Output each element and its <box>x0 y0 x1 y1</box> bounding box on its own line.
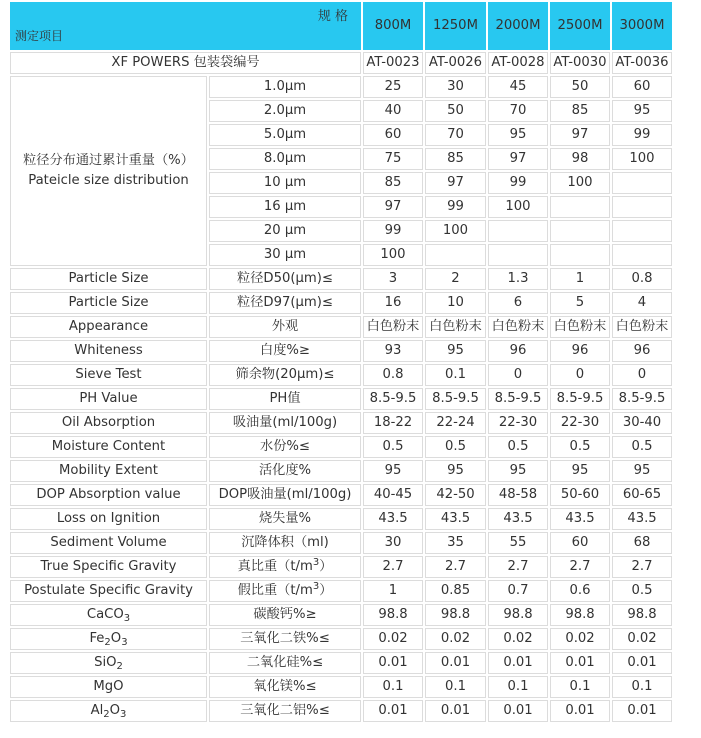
property-value: 白色粉末 <box>425 316 486 338</box>
property-value: 白色粉末 <box>550 316 610 338</box>
property-cn-text: 二氧化硅%≤ <box>246 655 324 670</box>
property-value: 0.1 <box>425 676 486 698</box>
distribution-value <box>612 244 672 266</box>
property-cn-text: 外观 <box>271 319 299 334</box>
property-value: 0.1 <box>550 676 610 698</box>
property-row <box>10 364 672 386</box>
property-name-text: Particle Size <box>68 271 149 286</box>
property-cn <box>209 460 361 482</box>
property-row <box>10 412 672 434</box>
property-name <box>10 676 207 698</box>
property-cn <box>209 340 361 362</box>
property-value: 6 <box>488 292 548 314</box>
distribution-value: 100 <box>488 196 548 218</box>
property-name-text: Loss on Ignition <box>56 511 161 526</box>
distribution-value: 95 <box>488 124 548 146</box>
property-cn-text: 三氧化二铝%≤ <box>240 703 330 718</box>
property-cn <box>209 388 361 410</box>
distribution-value: 98 <box>550 148 610 170</box>
property-value: 30-40 <box>612 412 672 434</box>
property-row <box>10 484 672 506</box>
item-label: 测定项目 <box>15 29 64 43</box>
property-name-text: CaCO <box>86 607 124 622</box>
property-value: 95 <box>425 460 486 482</box>
property-row <box>10 388 672 410</box>
property-cn <box>209 556 361 578</box>
distribution-value: 97 <box>363 196 423 218</box>
property-row <box>10 628 672 650</box>
property-name <box>10 388 207 410</box>
property-value: 35 <box>425 532 486 554</box>
property-name-sub: 2 <box>104 637 111 648</box>
property-name-text: Sieve Test <box>75 367 142 382</box>
distribution-value <box>425 244 486 266</box>
property-value: 95 <box>550 460 610 482</box>
code-cell: AT-0023 <box>363 52 423 74</box>
property-cn <box>209 412 361 434</box>
grade-header: 2000M <box>488 2 548 50</box>
distribution-value <box>612 172 672 194</box>
property-name-sub: 3 <box>120 709 127 720</box>
property-name-text: Postulate Specific Gravity <box>24 583 193 598</box>
distribution-value: 85 <box>550 100 610 122</box>
property-cn-text: 假比重（t/m <box>237 583 313 598</box>
distribution-size: 10 μm <box>209 172 361 194</box>
distribution-value: 75 <box>363 148 423 170</box>
property-cn <box>209 676 361 698</box>
property-row <box>10 700 672 722</box>
property-value: 50-60 <box>550 484 610 506</box>
distribution-value: 50 <box>550 76 610 98</box>
distribution-value <box>550 220 610 242</box>
property-value: 98.8 <box>550 604 610 626</box>
property-name-text: O <box>109 703 121 718</box>
property-value: 4 <box>612 292 672 314</box>
property-name <box>10 292 207 314</box>
property-name <box>10 316 207 338</box>
distribution-value: 45 <box>488 76 548 98</box>
property-value: 0.7 <box>488 580 548 602</box>
property-value: 98.8 <box>425 604 486 626</box>
property-cn <box>209 436 361 458</box>
property-value: 55 <box>488 532 548 554</box>
property-value: 42-50 <box>425 484 486 506</box>
property-row <box>10 460 672 482</box>
distribution-value: 70 <box>488 100 548 122</box>
property-value: 43.5 <box>612 508 672 530</box>
distribution-size: 1.0μm <box>209 76 361 98</box>
property-value: 0.5 <box>363 436 423 458</box>
distribution-value: 97 <box>488 148 548 170</box>
property-cn-sup: 3 <box>312 557 320 568</box>
property-cn-text: 真比重（t/m <box>237 559 313 574</box>
property-name <box>10 484 207 506</box>
distribution-size: 30 μm <box>209 244 361 266</box>
property-name <box>10 556 207 578</box>
property-value: 1.3 <box>488 268 548 290</box>
property-value: 48-58 <box>488 484 548 506</box>
property-cn <box>209 484 361 506</box>
grade-header: 3000M <box>612 2 672 50</box>
property-cn-text: 烧失量% <box>258 511 312 526</box>
property-value: 0.02 <box>550 628 610 650</box>
property-value: 2.7 <box>363 556 423 578</box>
distribution-value: 95 <box>612 100 672 122</box>
property-value: 8.5-9.5 <box>612 388 672 410</box>
property-value: 98.8 <box>363 604 423 626</box>
header-row <box>10 2 672 50</box>
property-cn-tail: ） <box>319 559 333 574</box>
distribution-value: 97 <box>425 172 486 194</box>
property-name <box>10 436 207 458</box>
property-cn <box>209 268 361 290</box>
property-value: 43.5 <box>488 508 548 530</box>
property-cn <box>209 700 361 722</box>
property-value: 98.8 <box>612 604 672 626</box>
property-row <box>10 316 672 338</box>
property-value: 8.5-9.5 <box>550 388 610 410</box>
property-value: 93 <box>363 340 423 362</box>
code-label: XF POWERS 包装袋编号 <box>10 52 361 74</box>
property-value: 白色粉末 <box>612 316 672 338</box>
property-cn <box>209 532 361 554</box>
property-value: 16 <box>363 292 423 314</box>
code-cell: AT-0030 <box>550 52 610 74</box>
property-name <box>10 700 207 722</box>
property-value: 95 <box>425 340 486 362</box>
property-value: 0.5 <box>488 436 548 458</box>
property-cn <box>209 604 361 626</box>
property-cn-text: 吸油量(ml/100g) <box>232 415 338 430</box>
property-row <box>10 436 672 458</box>
property-cn-text: 活化度% <box>258 463 312 478</box>
property-cn-text: PH值 <box>269 391 301 406</box>
property-value: 68 <box>612 532 672 554</box>
property-cn-text: 沉降体积（ml) <box>241 535 329 550</box>
property-name <box>10 412 207 434</box>
property-value: 96 <box>488 340 548 362</box>
property-value: 95 <box>363 460 423 482</box>
property-name-text: Oil Absorption <box>61 415 156 430</box>
property-value: 95 <box>488 460 548 482</box>
property-value: 43.5 <box>425 508 486 530</box>
distribution-value: 50 <box>425 100 486 122</box>
distribution-size: 5.0μm <box>209 124 361 146</box>
property-value: 0 <box>550 364 610 386</box>
spec-label: 规 格 <box>317 9 348 24</box>
property-value: 0.01 <box>550 652 610 674</box>
property-value: 40-45 <box>363 484 423 506</box>
distribution-label-cn: 粒径分布通过累计重量（%） <box>23 153 194 168</box>
property-name <box>10 364 207 386</box>
property-value: 8.5-9.5 <box>488 388 548 410</box>
property-row <box>10 604 672 626</box>
property-value: 22-30 <box>488 412 548 434</box>
property-value: 0.01 <box>612 652 672 674</box>
distribution-value: 99 <box>425 196 486 218</box>
property-value: 98.8 <box>488 604 548 626</box>
property-cn-sup: 3 <box>312 581 320 592</box>
property-name <box>10 268 207 290</box>
property-name-text: PH Value <box>79 391 138 406</box>
distribution-size: 8.0μm <box>209 148 361 170</box>
grade-header: 800M <box>363 2 423 50</box>
property-name <box>10 604 207 626</box>
property-row <box>10 580 672 602</box>
property-value: 96 <box>612 340 672 362</box>
property-value: 0 <box>612 364 672 386</box>
property-cn-text: 筛余物(20μm)≤ <box>235 367 335 382</box>
spec-table-body <box>10 2 672 722</box>
property-value: 0.02 <box>363 628 423 650</box>
property-name-text: Fe <box>89 631 105 646</box>
distribution-size: 2.0μm <box>209 100 361 122</box>
property-value: 0.01 <box>363 700 423 722</box>
property-value: 0.5 <box>612 580 672 602</box>
property-cn <box>209 628 361 650</box>
property-name-sub: 2 <box>116 661 123 672</box>
property-cn <box>209 652 361 674</box>
property-value: 0.85 <box>425 580 486 602</box>
distribution-label <box>10 76 207 266</box>
property-value: 2.7 <box>425 556 486 578</box>
property-value: 0.8 <box>612 268 672 290</box>
property-name <box>10 340 207 362</box>
property-value: 43.5 <box>550 508 610 530</box>
distribution-value: 100 <box>425 220 486 242</box>
property-value: 0.1 <box>363 676 423 698</box>
property-row <box>10 676 672 698</box>
distribution-value <box>550 244 610 266</box>
property-value: 1 <box>550 268 610 290</box>
property-name-text: Whiteness <box>74 343 143 358</box>
property-name-text: Moisture Content <box>51 439 166 454</box>
property-cn <box>209 292 361 314</box>
distribution-size: 16 μm <box>209 196 361 218</box>
property-name-text: Appearance <box>68 319 149 334</box>
property-value: 0.1 <box>488 676 548 698</box>
distribution-value <box>550 196 610 218</box>
property-row <box>10 292 672 314</box>
distribution-value: 30 <box>425 76 486 98</box>
property-value: 0.01 <box>425 700 486 722</box>
property-name <box>10 628 207 650</box>
distribution-value: 100 <box>612 148 672 170</box>
property-row <box>10 556 672 578</box>
property-value: 0.02 <box>425 628 486 650</box>
property-cn-text: 三氧化二铁%≤ <box>240 631 330 646</box>
property-row <box>10 340 672 362</box>
code-cell: AT-0026 <box>425 52 486 74</box>
property-name <box>10 460 207 482</box>
distribution-value: 85 <box>363 172 423 194</box>
property-value: 0.01 <box>488 652 548 674</box>
property-cn-text: 水份%≤ <box>260 439 310 454</box>
property-value: 0.02 <box>488 628 548 650</box>
property-value: 60 <box>550 532 610 554</box>
property-name-sub: 3 <box>123 613 131 624</box>
property-value: 2 <box>425 268 486 290</box>
property-value: 5 <box>550 292 610 314</box>
property-cn-text: DOP吸油量(ml/100g) <box>218 487 352 502</box>
property-value: 60-65 <box>612 484 672 506</box>
code-row <box>10 52 672 74</box>
property-value: 3 <box>363 268 423 290</box>
property-cn <box>209 316 361 338</box>
code-cell: AT-0028 <box>488 52 548 74</box>
property-value: 2.7 <box>550 556 610 578</box>
property-name-sub: 2 <box>103 709 110 720</box>
distribution-value: 99 <box>612 124 672 146</box>
property-value: 2.7 <box>488 556 548 578</box>
property-value: 0.1 <box>612 676 672 698</box>
property-name-text: Al <box>90 703 104 718</box>
property-value: 0.1 <box>425 364 486 386</box>
property-name <box>10 532 207 554</box>
distribution-label-en: Pateicle size distribution <box>28 173 189 188</box>
property-cn-text: 白度%≥ <box>260 343 310 358</box>
property-value: 白色粉末 <box>363 316 423 338</box>
distribution-value: 40 <box>363 100 423 122</box>
grade-header: 2500M <box>550 2 610 50</box>
property-value: 8.5-9.5 <box>363 388 423 410</box>
distribution-value: 70 <box>425 124 486 146</box>
property-name-text: DOP Absorption value <box>36 487 181 502</box>
distribution-value <box>488 244 548 266</box>
property-value: 0.6 <box>550 580 610 602</box>
property-name <box>10 652 207 674</box>
property-cn-text: 氧化镁%≤ <box>253 679 317 694</box>
property-name-text: O <box>110 631 122 646</box>
property-cn-text: 粒径D50(μm)≤ <box>237 271 333 286</box>
distribution-row <box>10 76 672 98</box>
property-name <box>10 580 207 602</box>
distribution-value <box>612 220 672 242</box>
property-cn <box>209 364 361 386</box>
distribution-value: 85 <box>425 148 486 170</box>
property-name-text: Mobility Extent <box>59 463 158 478</box>
property-value: 2.7 <box>612 556 672 578</box>
property-value: 0.8 <box>363 364 423 386</box>
property-cn <box>209 580 361 602</box>
distribution-value <box>612 196 672 218</box>
distribution-value: 97 <box>550 124 610 146</box>
property-cn-text: 粒径D97(μm)≤ <box>237 295 333 310</box>
property-value: 0.5 <box>425 436 486 458</box>
property-value: 1 <box>363 580 423 602</box>
property-value: 8.5-9.5 <box>425 388 486 410</box>
code-cell: AT-0036 <box>612 52 672 74</box>
property-name-text: Sediment Volume <box>50 535 167 550</box>
property-value: 0.01 <box>363 652 423 674</box>
property-value: 0.5 <box>612 436 672 458</box>
property-name-text: Particle Size <box>68 295 149 310</box>
property-name-text: SiO <box>94 655 117 670</box>
property-value: 0.01 <box>488 700 548 722</box>
distribution-value: 100 <box>363 244 423 266</box>
property-value: 0.02 <box>612 628 672 650</box>
property-value: 95 <box>612 460 672 482</box>
property-name-sub: 3 <box>121 637 128 648</box>
property-value: 0.01 <box>425 652 486 674</box>
grade-header: 1250M <box>425 2 486 50</box>
property-name-text: MgO <box>93 679 124 694</box>
property-row <box>10 652 672 674</box>
distribution-value: 60 <box>363 124 423 146</box>
property-value: 0 <box>488 364 548 386</box>
property-name <box>10 508 207 530</box>
property-value: 43.5 <box>363 508 423 530</box>
distribution-value: 100 <box>550 172 610 194</box>
property-cn-text: 碳酸钙%≥ <box>253 607 317 622</box>
distribution-size: 20 μm <box>209 220 361 242</box>
property-value: 30 <box>363 532 423 554</box>
distribution-value: 99 <box>363 220 423 242</box>
distribution-value: 60 <box>612 76 672 98</box>
property-value: 0.01 <box>550 700 610 722</box>
property-value: 白色粉末 <box>488 316 548 338</box>
property-value: 22-30 <box>550 412 610 434</box>
property-value: 22-24 <box>425 412 486 434</box>
property-row <box>10 508 672 530</box>
property-cn-tail: ） <box>319 583 333 598</box>
distribution-value: 25 <box>363 76 423 98</box>
distribution-value: 99 <box>488 172 548 194</box>
property-value: 0.5 <box>550 436 610 458</box>
property-value: 10 <box>425 292 486 314</box>
property-value: 0.01 <box>612 700 672 722</box>
distribution-value <box>488 220 548 242</box>
header-corner-cell <box>10 2 361 50</box>
property-row <box>10 532 672 554</box>
spec-table <box>8 0 674 724</box>
property-cn <box>209 508 361 530</box>
property-row <box>10 268 672 290</box>
property-value: 96 <box>550 340 610 362</box>
property-name-text: True Specific Gravity <box>40 559 177 574</box>
property-value: 18-22 <box>363 412 423 434</box>
